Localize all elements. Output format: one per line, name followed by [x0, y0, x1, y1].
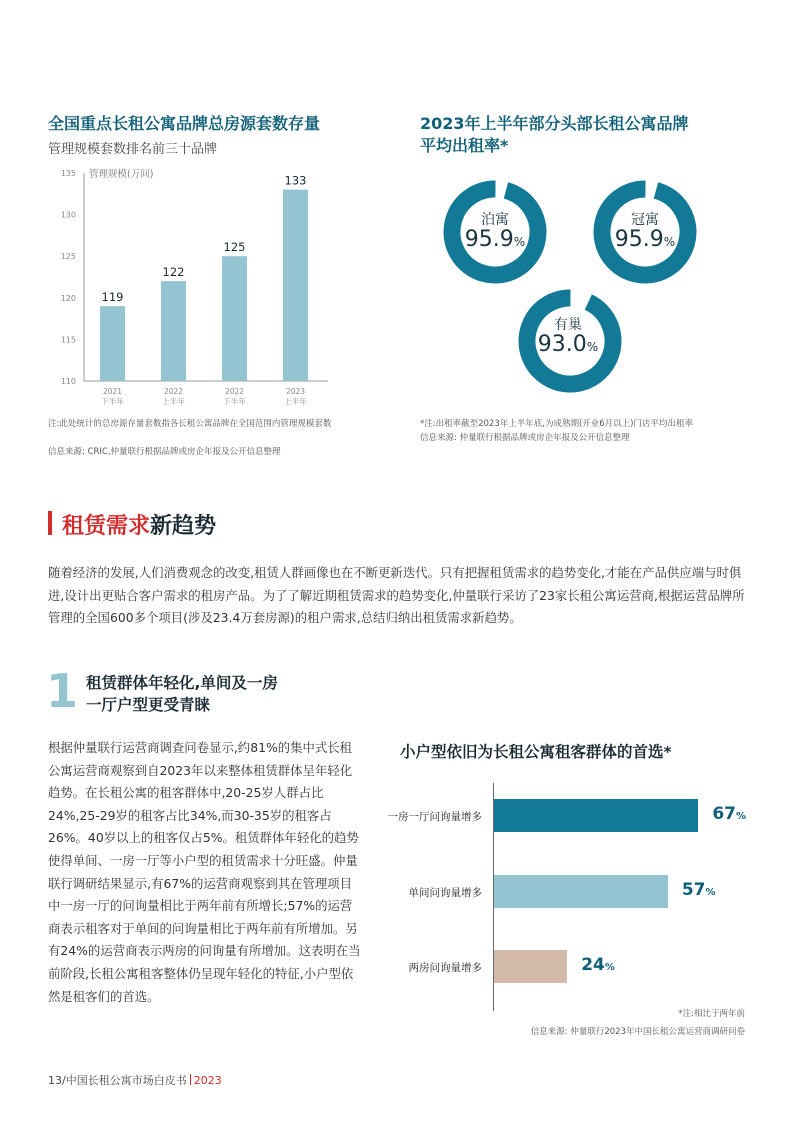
footer-title: 中国长租公寓市场白皮书 — [65, 1074, 187, 1087]
donut-name: 有巢 — [554, 317, 582, 333]
x-tick-half: 下半年 — [101, 397, 124, 406]
y-tick-label: 135 — [60, 169, 76, 178]
x-tick-year: 2022 — [224, 387, 245, 396]
point-number: 1 — [46, 664, 79, 718]
bar-value-label: 119 — [101, 290, 124, 305]
y-tick-label: 130 — [60, 210, 76, 220]
point-body: 根据仲量联行运营商调查问卷显示,约81%的集中式长租公寓运营商观察到自2023年以来整体租赁群体呈年轻化趋势。在长租公寓的租客群体中,20-25岁人群占比24%,25-29岁的租客占比34%,而30-35岁的租客占26%。40岁以上的租客仅占5%。租赁群体年轻化的趋势使得单间、一房一厅等小户型的租赁需求十分旺盛。仲量联行调研结果显示,有67%的运营商观察到其在管理项目中一房一厅的问询量相比于两年前有所增长;57%的运营商表示租客对于单间的问询量相比于两年前有所增加。另有24%的运营商表示两房的问询量有所增加。这表明在当前阶段,长租公寓租客整体仍呈现年轻化的特征,小户型依然是租客们的首选。 — [48, 740, 361, 1004]
section-marker — [48, 511, 52, 535]
x-tick-year: 2023 — [285, 387, 306, 396]
donut-label-guanyu — [605, 212, 685, 254]
x-tick-half: 上半年 — [284, 397, 307, 406]
bar-value-label: 125 — [223, 240, 246, 255]
hbar-category-label: 单间问询量增多 — [408, 887, 482, 899]
hbar-note: *注:相比于两年前 — [678, 1009, 745, 1019]
x-tick-year: 2021 — [102, 387, 123, 396]
right-chart-title-line1: 2023年上半年部分头部长租公寓品牌 — [420, 114, 689, 133]
hbar-axis — [493, 783, 494, 1011]
left-chart-title: 全国重点长租公寓品牌总房源套数存量 — [48, 114, 321, 133]
right-chart-source: 信息来源: 仲量联行根据品牌或房企年报及公开信息整理 — [420, 433, 630, 443]
hbar — [494, 799, 698, 832]
donut-label-boyu — [455, 212, 535, 254]
bar — [100, 306, 125, 381]
donut-value: 95.9% — [614, 227, 676, 252]
bar-value-label: 122 — [162, 265, 185, 280]
x-tick-year: 2022 — [163, 387, 184, 396]
donut-name: 冠寓 — [631, 212, 659, 228]
right-chart-note: *注:出租率截至2023年上半年底,为成熟期(开业6月以上)门店平均出租率 — [420, 419, 693, 429]
section-title — [62, 509, 216, 540]
section-intro: 随着经济的发展,人们消费观念的改变,租赁人群画像也在不断更新迭代。只有把握租赁需求的趋势变化,才能在产品供应端与时俱进,设计出更贴合客户需求的租房产品。为了了解近期租赁需求的趋势变化,仲量联行采访了23家长租公寓运营商,根据运营品牌所管理的全国600多个项目(涉及23.4万套房源)的租户需求,总结归纳出租赁需求新趋势。 — [48, 565, 745, 626]
footer-divider — [190, 1074, 191, 1085]
left-bar-chart — [48, 160, 338, 415]
right-chart-title-line2: 平均出租率* — [420, 136, 509, 155]
donut-name: 泊寓 — [481, 212, 509, 228]
x-tick-half: 上半年 — [162, 397, 185, 406]
hbar-category-label: 两房问询量增多 — [408, 962, 482, 974]
footer — [48, 1072, 222, 1088]
x-tick-half: 下半年 — [223, 397, 246, 406]
y-tick-label: 120 — [60, 293, 76, 303]
left-chart-subtitle: 管理规模套数排名前三十品牌 — [48, 142, 218, 157]
hbar-source: 信息来源: 仲量联行2023年中国长租公寓运营商调研问卷 — [530, 1027, 745, 1037]
hbar-category-label: 一房一厅问询量增多 — [387, 811, 482, 823]
y-tick-label: 125 — [60, 252, 76, 262]
point-title — [86, 672, 278, 716]
donut-value: 95.9% — [464, 227, 526, 252]
hbar-value-label: 57% — [681, 880, 716, 900]
donut-value: 93.0% — [537, 332, 599, 357]
footer-year: 2023 — [193, 1074, 222, 1087]
point-title-line1: 租赁群体年轻化,单间及一房 — [86, 674, 278, 692]
left-chart-note: 注:此处统计的总房源存量套数指各长租公寓品牌在全国范围内管理规模套数 — [48, 419, 332, 429]
left-chart-source: 信息来源: CRIC,仲量联行根据品牌或房企年报及公开信息整理 — [48, 447, 281, 457]
bar-value-label: 133 — [284, 173, 307, 188]
y-axis-label: 管理规模(万间) — [89, 169, 154, 180]
hbar-chart-title: 小户型依旧为长租公寓租客群体的首选* — [400, 743, 672, 761]
section-title-red: 租赁需求 — [62, 514, 151, 539]
point-title-line2: 一厅户型更受青睐 — [86, 696, 211, 714]
donut-label-youchao — [528, 317, 608, 359]
y-tick-label: 115 — [60, 335, 76, 345]
bar — [222, 256, 247, 381]
hbar — [494, 950, 567, 983]
hbar — [494, 875, 668, 908]
y-tick-label: 110 — [60, 377, 76, 386]
footer-page: 13/ — [48, 1074, 66, 1087]
hbar-value-label: 24% — [581, 955, 615, 975]
hbar-value-label: 67% — [712, 804, 747, 824]
donut-chart — [420, 160, 740, 410]
bar — [283, 190, 308, 381]
section-title-dark: 新趋势 — [150, 514, 217, 539]
bar — [161, 281, 186, 381]
